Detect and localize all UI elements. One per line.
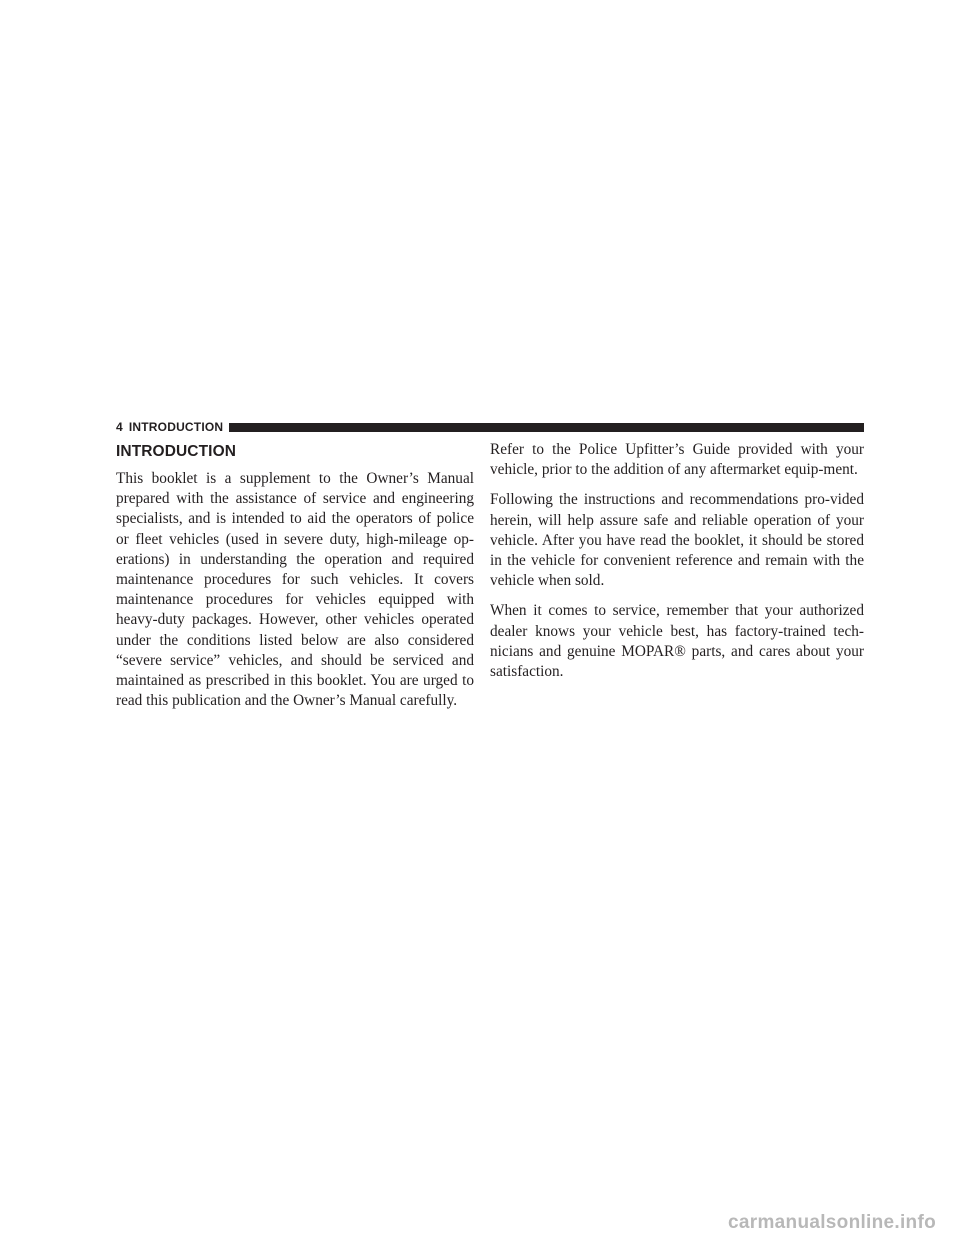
intro-paragraph: This booklet is a supplement to the Owner’s Manual prepared with the assistance of service and engineering specialists, and is intended to aid the operators of police or fleet vehicles (used in severe duty, high-mileage op-erations) in understanding the operation and required maintenance procedures for such vehicles. It covers maintenance procedures for vehicles equipped with heavy-duty packages. However, other vehicles operated under the conditions listed below are also considered “severe service” vehicles, and should be serviced and maintained as prescribed in this booklet. You are urged to read this publication and the Owner’s Manual carefully. <box>116 470 474 710</box>
running-header-title: INTRODUCTION <box>128 420 224 434</box>
left-column <box>116 440 474 721</box>
watermark: carmanualsonline.info <box>728 1212 936 1233</box>
service-paragraph: When it comes to service, remember that your authorized dealer knows your vehicle best, has factory-trained tech-nicians and genuine MOPAR® parts, and cares about your satisfaction. <box>490 602 864 681</box>
instructions-paragraph: Following the instructions and recommendations pro-vided herein, will help assure safe and reliable operation of your vehicle. After you have read the booklet, it should be stored in the vehicle for convenient reference and remain with the vehicle when sold. <box>490 491 864 590</box>
section-heading: INTRODUCTION <box>116 443 237 460</box>
page-number: 4 <box>116 420 123 434</box>
running-header <box>116 420 864 434</box>
upfitter-paragraph: Refer to the Police Upfitter’s Guide provided with your vehicle, prior to the addition of any aftermarket equip-ment. <box>490 441 864 479</box>
right-column <box>490 440 864 692</box>
header-rule <box>229 423 864 432</box>
